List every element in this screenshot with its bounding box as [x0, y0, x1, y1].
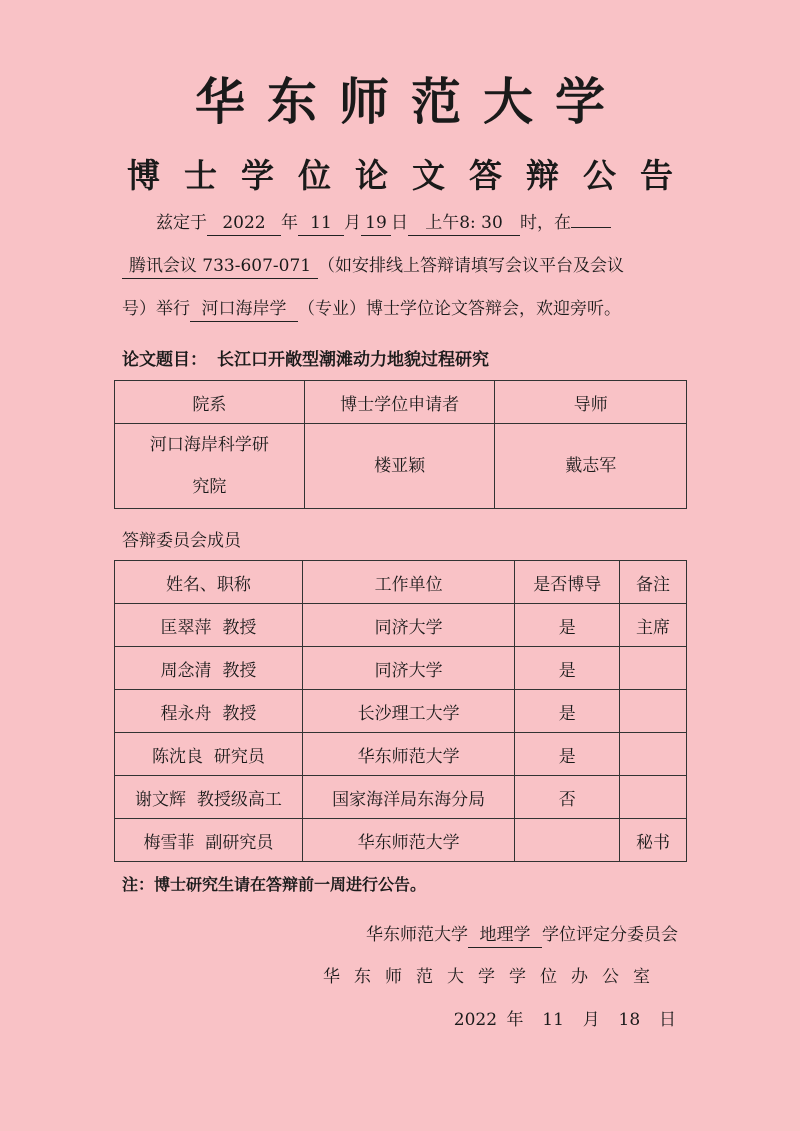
announcement-line-2: [122, 245, 688, 288]
intro-text: 兹定于: [156, 213, 207, 233]
member-workplace: 同济大学: [302, 647, 514, 690]
date-month-unit: 月: [582, 1010, 600, 1030]
date-day-unit: 日: [659, 1010, 676, 1030]
date-month: 11: [542, 1010, 564, 1030]
member-workplace: 华东师范大学: [302, 733, 514, 776]
university-title: 华东师范大学: [195, 72, 627, 131]
member-remark: [620, 776, 687, 819]
line3-prefix: 号）举行: [122, 299, 190, 319]
committee-signature: [366, 920, 678, 948]
member-is-supervisor: 否: [515, 776, 620, 819]
member-workplace: 同济大学: [302, 604, 514, 647]
header-name-title: 姓名、职称: [115, 561, 303, 604]
day-value: 19: [361, 211, 391, 236]
member-name: 陈沈良 研究员: [115, 733, 303, 776]
applicant-table-row: [115, 424, 687, 509]
department-cell: 河口海岸科学研究院: [115, 424, 305, 509]
meeting-note: （如安排线上答辩请填写会议平台及会议: [318, 256, 624, 276]
date-year-unit: 年: [506, 1010, 524, 1030]
place-blank: [571, 227, 611, 228]
member-workplace: 长沙理工大学: [302, 690, 514, 733]
applicant-cell: 楼亚颖: [304, 424, 495, 509]
header-workplace: 工作单位: [302, 561, 514, 604]
thesis-topic: [122, 345, 489, 370]
header-remark: 备注: [620, 561, 687, 604]
member-remark: [620, 690, 687, 733]
committee-table: [114, 560, 687, 862]
announcement-line-3: [122, 288, 688, 331]
header-is-supervisor: 是否博导: [515, 561, 620, 604]
time-suffix: 时，在: [520, 213, 571, 233]
date-day: 18: [618, 1010, 641, 1030]
topic-label: 论文题目：: [122, 350, 207, 370]
member-name: 谢文辉 教授级高工: [115, 776, 303, 819]
signature-date: [454, 1005, 676, 1030]
signature-suffix: 学位评定分委员会: [542, 925, 678, 945]
member-is-supervisor: 是: [515, 647, 620, 690]
header-supervisor: 导师: [495, 381, 687, 424]
date-year: 2022: [453, 1010, 498, 1030]
time-value: 上午8: 30: [408, 211, 520, 236]
member-name: 程永舟 教授: [115, 690, 303, 733]
year-unit: 年: [281, 213, 298, 233]
committee-table-header: [115, 561, 687, 604]
office-signature: 华东师范大学学位办公室: [323, 967, 664, 987]
member-remark: [620, 733, 687, 776]
announcement-line-1: [122, 202, 688, 245]
supervisor-cell: 戴志军: [495, 424, 687, 509]
member-remark: [620, 647, 687, 690]
member-is-supervisor: 是: [515, 690, 620, 733]
member-is-supervisor: 是: [515, 604, 620, 647]
day-unit: 日: [391, 213, 408, 233]
table-row: [115, 647, 687, 690]
member-remark: 秘书: [620, 819, 687, 862]
header-department: 院系: [115, 381, 305, 424]
table-row: [115, 819, 687, 862]
header-applicant: 博士学位申请者: [304, 381, 495, 424]
member-name: 匡翠萍 教授: [115, 604, 303, 647]
document-title: 博士学位论文答辩公告: [127, 156, 697, 195]
member-workplace: 国家海洋局东海分局: [302, 776, 514, 819]
applicant-table-header: [115, 381, 687, 424]
footnote: 注：博士研究生请在答辩前一周进行公告。: [122, 875, 427, 894]
table-row: [115, 690, 687, 733]
topic-value: 长江口开敞型潮滩动力地貌过程研究: [217, 350, 489, 370]
member-workplace: 华东师范大学: [302, 819, 514, 862]
signature-prefix: 华东师范大学: [366, 925, 468, 945]
month-unit: 月: [344, 213, 361, 233]
year-value: 2022: [207, 211, 281, 236]
member-name: 周念清 教授: [115, 647, 303, 690]
table-row: [115, 733, 687, 776]
applicant-table: [114, 380, 687, 509]
member-is-supervisor: [515, 819, 620, 862]
member-remark: 主席: [620, 604, 687, 647]
signature-subject: 地理学: [468, 923, 542, 948]
table-row: [115, 604, 687, 647]
member-name: 梅雪菲 副研究员: [115, 819, 303, 862]
meeting-value: 腾讯会议 733-607-071: [122, 254, 318, 279]
table-row: [115, 776, 687, 819]
major-value: 河口海岸学: [190, 297, 298, 322]
line3-suffix: （专业）博士学位论文答辩会，欢迎旁听。: [298, 299, 621, 319]
member-is-supervisor: 是: [515, 733, 620, 776]
month-value: 11: [298, 211, 344, 236]
committee-label: 答辩委员会成员: [122, 531, 241, 551]
